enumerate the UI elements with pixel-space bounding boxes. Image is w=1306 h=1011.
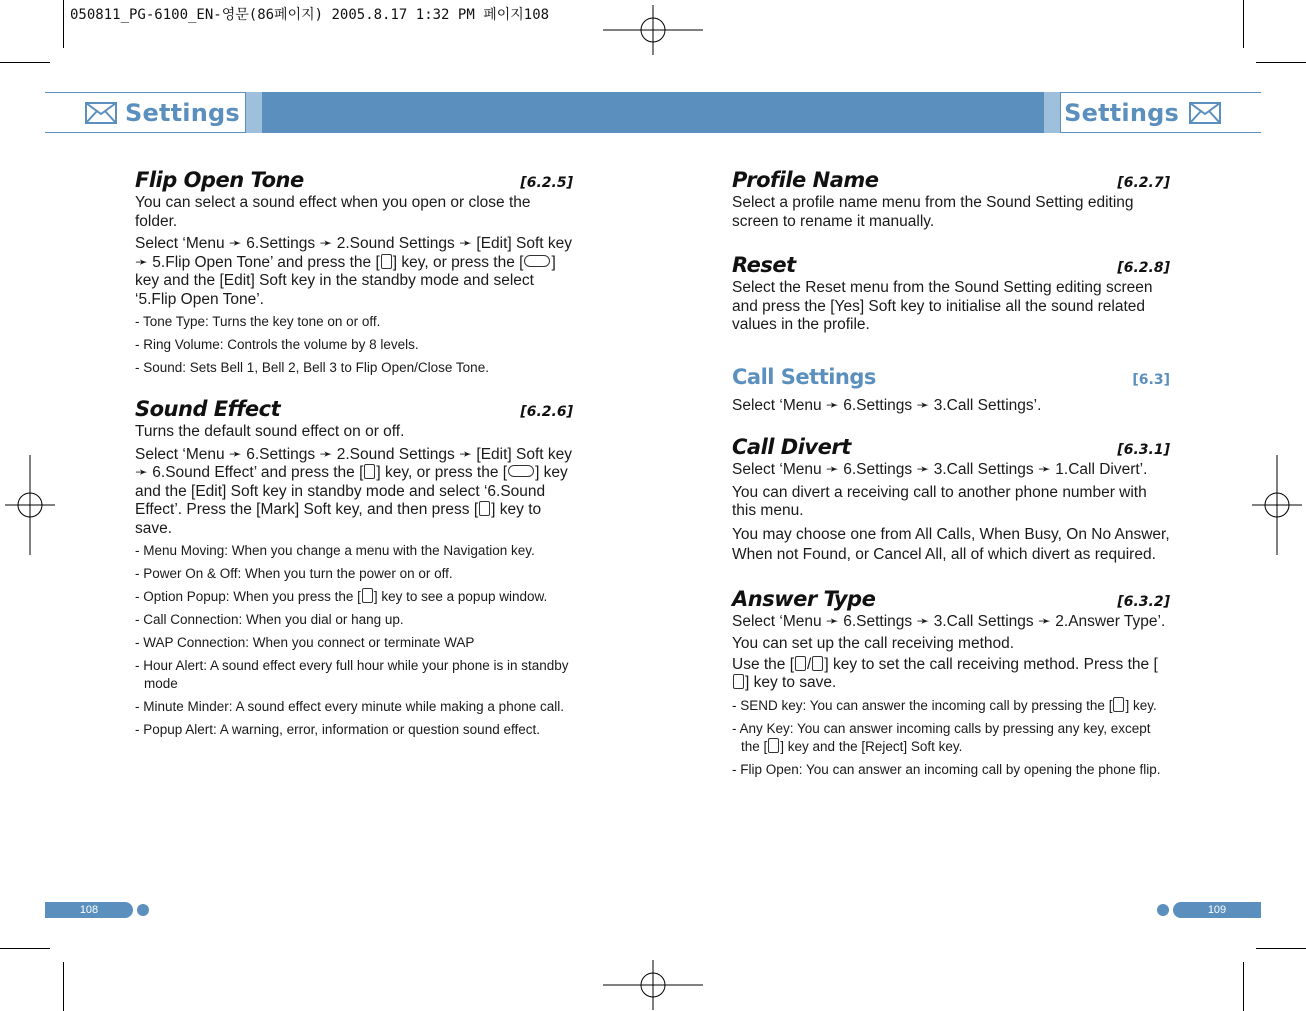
end-key-icon bbox=[768, 738, 779, 753]
crop-mark bbox=[63, 0, 64, 48]
registration-mark-icon bbox=[603, 960, 703, 1010]
bullet: - Ring Volume: Controls the volume by 8 levels. bbox=[135, 337, 419, 352]
crop-mark bbox=[0, 948, 50, 949]
page-dot bbox=[1157, 904, 1169, 916]
registration-mark-icon bbox=[1252, 455, 1302, 555]
paragraph: Select ‘Menu ➛ 6.Settings ➛ 2.Sound Settings ➛ [Edit] Soft key ➛ 5.Flip Open Tone’ and press the [ ] key, or press the [ ] key and the [Edit] Soft key in the standby mode and select ‘5.Flip Open Tone’. bbox=[135, 235, 573, 308]
bullet: - Minute Minder: A sound effect every minute while making a phone call. bbox=[135, 699, 564, 714]
page-dot bbox=[137, 904, 149, 916]
crop-mark bbox=[1256, 948, 1306, 949]
page-title-left: Settings bbox=[125, 98, 240, 127]
section-profile-name bbox=[732, 168, 1170, 231]
menu-code: [6.2.8] bbox=[1117, 260, 1170, 276]
print-slug: 050811_PG-6100_EN-영문(86페이지) 2005.8.17 1:32 PM 페이지108 bbox=[70, 7, 550, 23]
bullet: - Power On & Off: When you turn the power on or off. bbox=[135, 566, 453, 581]
paragraph: You can divert a receiving call to another phone number with this menu. bbox=[732, 483, 1147, 519]
menu-code: [6.2.6] bbox=[520, 404, 573, 420]
bullet: - Sound: Sets Bell 1, Bell 2, Bell 3 to Flip Open/Close Tone. bbox=[135, 360, 489, 375]
paragraph: Select a profile name menu from the Sound Setting editing screen to rename it manually. bbox=[732, 194, 1134, 230]
section-call-settings bbox=[732, 365, 1170, 416]
bullet: - Flip Open: You can answer an incoming call by opening the phone flip. bbox=[732, 761, 1161, 777]
section-title: Call Settings bbox=[732, 364, 876, 389]
key-icon bbox=[795, 656, 806, 671]
crop-mark bbox=[0, 62, 50, 63]
menu-code: [6.2.5] bbox=[520, 175, 573, 191]
envelope-icon bbox=[85, 102, 117, 124]
section-call-divert bbox=[732, 435, 1170, 565]
bullet: - Menu Moving: When you change a menu with the Navigation key. bbox=[135, 543, 535, 558]
key-icon bbox=[812, 656, 823, 671]
section-answer-type bbox=[732, 587, 1170, 779]
bullet: - Option Popup: When you press the [ ] key to see a popup window. bbox=[135, 589, 548, 604]
section-reset bbox=[732, 253, 1170, 335]
paragraph: Select ‘Menu ➛ 6.Settings ➛ 2.Sound Settings ➛ [Edit] Soft key ➛ 6.Sound Effect’ and press the [ ] key, or press the [ ] key and the [Edit] Soft key in standby mode and select ‘6.Sound Effect’. Press the [Mark] Soft key, and then press [ ] key to save. bbox=[135, 445, 573, 537]
key-icon bbox=[524, 255, 550, 267]
bullet: - Any Key: You can answer incoming calls by pressing any key, except the [ ] key and the [Reject] Soft key. bbox=[732, 720, 1151, 754]
menu-code: [6.3] bbox=[1132, 371, 1170, 388]
page-title-right: Settings bbox=[1064, 98, 1179, 127]
page-number-left: 108 bbox=[45, 902, 133, 918]
paragraph: You can set up the call receiving method. bbox=[732, 635, 1015, 652]
bullet: - WAP Connection: When you connect or terminate WAP bbox=[135, 635, 475, 650]
menu-code: [6.3.2] bbox=[1117, 593, 1170, 610]
paragraph: Use the [ / ] key to set the call receiving method. Press the [] key to save. bbox=[732, 655, 1158, 691]
envelope-icon bbox=[1189, 102, 1221, 124]
paragraph: Select ‘Menu ➛ 6.Settings ➛ 3.Call Settings’. bbox=[732, 396, 1042, 414]
menu-code: [6.3.1] bbox=[1117, 442, 1170, 458]
key-icon bbox=[381, 254, 392, 269]
section-title: Answer Type bbox=[732, 586, 876, 611]
section-title: Flip Open Tone bbox=[135, 168, 304, 192]
crop-mark bbox=[1243, 962, 1244, 1011]
key-icon bbox=[479, 501, 490, 516]
registration-mark-icon bbox=[603, 5, 703, 55]
paragraph: You can select a sound effect when you open or close the folder. bbox=[135, 194, 531, 230]
section-flip-open-tone bbox=[135, 168, 573, 377]
key-icon bbox=[362, 588, 373, 603]
bullet: - SEND key: You can answer the incoming call by pressing the [ ] key. bbox=[732, 697, 1157, 713]
send-key-icon bbox=[1113, 697, 1124, 712]
bullet: - Tone Type: Turns the key tone on or off. bbox=[135, 314, 381, 329]
section-title: Reset bbox=[732, 253, 796, 277]
section-title: Profile Name bbox=[732, 168, 879, 192]
paragraph: Turns the default sound effect on or off. bbox=[135, 423, 405, 440]
crop-mark bbox=[1256, 62, 1306, 63]
left-header-tab bbox=[45, 92, 246, 133]
registration-mark-icon bbox=[5, 455, 55, 555]
key-icon bbox=[733, 674, 744, 689]
crop-mark bbox=[63, 962, 64, 1011]
bullet: - Call Connection: When you dial or hang up. bbox=[135, 612, 404, 627]
right-header-tab bbox=[1060, 92, 1261, 133]
bullet: - Hour Alert: A sound effect every full hour while your phone is in standby mode bbox=[135, 658, 569, 691]
paragraph: Select ‘Menu ➛ 6.Settings ➛ 3.Call Settings ➛ 2.Answer Type’. bbox=[732, 612, 1166, 630]
paragraph: Select the Reset menu from the Sound Setting editing screen and press the [Yes] Soft key to initialise all the sound related values in the profile. bbox=[732, 279, 1153, 333]
paragraph: Select ‘Menu ➛ 6.Settings ➛ 3.Call Settings ➛ 1.Call Divert’. bbox=[732, 461, 1148, 478]
header-stripe bbox=[246, 92, 262, 133]
paragraph: You may choose one from All Calls, When Busy, On No Answer, When not Found, or Cancel All, all of which divert as required. bbox=[732, 525, 1170, 563]
menu-code: [6.2.7] bbox=[1117, 175, 1170, 191]
page-number-right: 109 bbox=[1173, 902, 1261, 918]
section-title: Sound Effect bbox=[135, 397, 281, 421]
section-title: Call Divert bbox=[732, 435, 851, 459]
key-icon bbox=[364, 464, 375, 479]
key-icon bbox=[508, 465, 534, 477]
left-column bbox=[135, 168, 573, 757]
crop-mark bbox=[1243, 0, 1244, 48]
section-sound-effect bbox=[135, 397, 573, 739]
header-stripe bbox=[1044, 92, 1060, 133]
right-column bbox=[732, 168, 1170, 797]
bullet: - Popup Alert: A warning, error, information or question sound effect. bbox=[135, 722, 540, 737]
